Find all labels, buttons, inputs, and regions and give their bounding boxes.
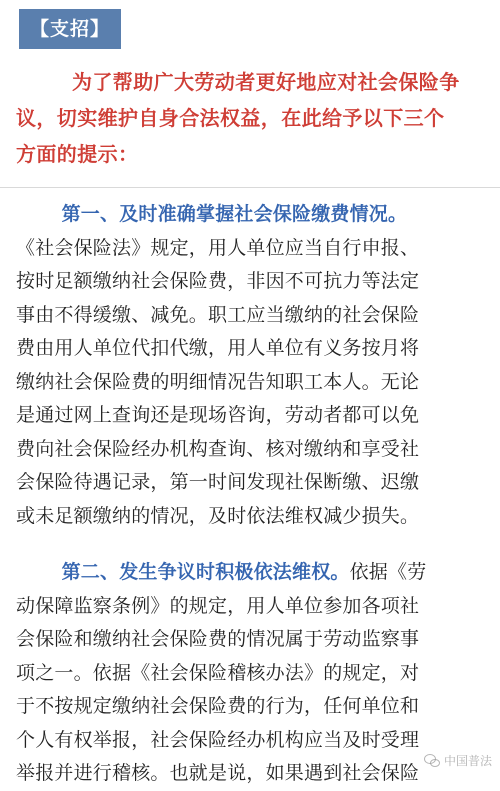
section-line: 动保障监察条例》的规定，用人单位参加各项社 [16, 594, 420, 617]
section-line: 费向社会保险经办机构查询、核对缴纳和享受社 [16, 437, 420, 460]
watermark-text: 中国普法 [443, 754, 492, 768]
section-line: 按时足额缴纳社会保险费，非因不可抗力等法定 [16, 270, 420, 292]
watermark [424, 752, 492, 769]
section-line: 《社会保险法》规定，用人单位应当自行申报、 [16, 236, 420, 259]
section-first [16, 198, 490, 533]
section-line: 举报并进行稽核。也就是说，如果遇到社会保险 [16, 762, 420, 784]
section-lead-line [16, 556, 490, 590]
section-line: 费由用人单位代扣代缴，用人单位有义务按月将 [16, 337, 420, 359]
section-line: 项之一。依据《社会保险稽核办法》的规定，对 [16, 661, 420, 684]
section-lead: 第二、发生争议时积极依法维权。 [61, 561, 350, 583]
intro-line: 为了帮助广大劳动者更好地应对社会保险争 [72, 70, 460, 94]
section-second [16, 556, 490, 791]
wechat-icon [424, 754, 440, 768]
section-line: 缴纳社会保险费的明细情况告知职工本人。无论 [16, 370, 420, 393]
section-line: 或未足额缴纳的情况，及时依法维权减少损失。 [16, 504, 420, 527]
section-lead: 第一、及时准确掌握社会保险缴费情况。 [61, 203, 408, 225]
section-line: 是通过网上查询还是现场咨询，劳动者都可以免 [16, 404, 420, 426]
section-line: 会保险和缴纳社会保险费的情况属于劳动监察事 [16, 628, 420, 650]
section-line: 个人有权举报，社会保险经办机构应当及时受理 [16, 728, 420, 751]
intro-line: 方面的提示： [16, 142, 139, 166]
divider [0, 187, 500, 188]
section-lead-line [16, 198, 490, 232]
section-line: 会保险待遇记录，第一时间发现社保断缴、迟缴 [16, 471, 420, 493]
intro-paragraph [16, 64, 486, 172]
intro-line: 议，切实维护自身合法权益，在此给予以下三个 [16, 106, 445, 130]
section-tag: 【支招】 [19, 9, 121, 49]
section-line: 事由不得缓缴、减免。职工应当缴纳的社会保险 [16, 303, 420, 326]
section-lead-tail: 依据《劳 [349, 561, 427, 583]
section-line: 于不按规定缴纳社会保险费的行为，任何单位和 [16, 695, 420, 717]
